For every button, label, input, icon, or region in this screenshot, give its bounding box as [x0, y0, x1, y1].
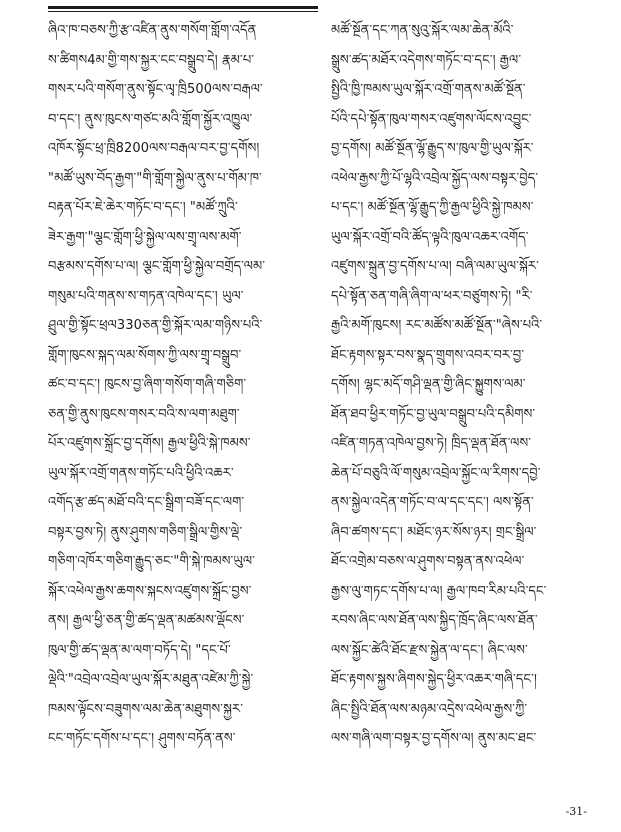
page-number: -31-: [565, 805, 587, 818]
text-line: ནས། རྒྱལ་ཕྱི་ཅན་གྱི་ཚད་ལྡན་མཚམས་ལྡོངས་: [48, 613, 245, 628]
text-line: ཞིང་སྤྱིའི་ཐོན་ལས་མཉམ་འདྲེས་འཕེལ་རྒྱས་ཀྱི་: [331, 701, 528, 717]
text-line: བྱ་དགོས། མཚོ་སྔོན་ལྷོ་རྒྱུད་ས་ཁུལ་གྱི་ཡུལ་སྐོར་: [331, 141, 534, 156]
text-line: པོར་འཛུགས་སྐྲོང་བྱ་དགོས། རྒྱལ་ཕྱིའི་སྐེ་ཁམས་: [48, 436, 251, 451]
text-line: ཐོང་རྟགས་སྐྱས་ཞིགས་སྐྱེད་ཕྱིར་འཆར་གཞི་དང་།: [331, 672, 537, 687]
text-line: ཐོང་འགྲེམ་བཅས་ལ་ཤུགས་བསྟན་ནས་འཕེལ་: [331, 554, 525, 569]
text-line: བསྟར་བྱས་ཏེ། ནུས་ཤུགས་གཅིག་སྒྲིལ་གྱིས་ལྡེ་: [48, 524, 243, 540]
text-line: བརྩམས་དགོས་པ་ལ། ལྕང་གློག་ཕྱི་སྐྱེལ་བགྲོད་ལམ་: [48, 259, 266, 274]
text-line: ལས་སྐྱོང་ཚེའི་ཐོང་རྫས་སྐྱེན་ལ་དང་། ཞིང་ལས་: [331, 642, 528, 658]
text-line: རྒྱའི་མགོ་ཁུངས། རང་མཚོས་མཚོ་སྔོན་"ཞེས་པའི་: [331, 318, 543, 333]
text-line: འཁོར་སྟོང་ཕྲ་ཁྲི8200ལས་བརྒལ་བར་བྱ་དགོས།: [48, 141, 260, 156]
text-line: ཤྲུལ་གྱི་སྟོང་ཕྲལ330ཅན་གྱི་སྐོར་ལམ་གཉིས་པའི་: [48, 318, 263, 333]
text-line: ཐོན་ཐབ་ཕྱིར་གཏོང་བྱ་ཡུལ་བསྒྲུབ་པའི་དམིགས་: [331, 406, 536, 422]
text-line: ངང་གཏོང་དགོས་པ་དང་། ཤུགས་བཏོན་ནས་: [48, 731, 236, 746]
text-line: དགོས། ལྷང་མདོ་གཤི་ལྡན་གྱི་ཞིང་སྐྱུགས་ལམ་: [331, 377, 526, 392]
text-line: གཅིག་འཁོར་གཅིག་རྒྱུད་ཅང་"གི་སྐེ་ཁམས་ཡུལ་: [48, 554, 256, 569]
text-line: རབས་ཞིང་ལས་ཐོན་ལས་སྐྱིད་ཁྲོད་ཞིང་ལས་ཐོན་: [331, 613, 538, 628]
text-line: ས་ཚིགས4མ་གྱི་གས་སྐྱར་ངང་བསྒྲུབ་དེ། རྣམ་པ་: [48, 52, 255, 68]
text-line: གློག་ཁུངས་སྐད་ལམ་སོགས་ཀྱི་ལས་གྲྭ་བསྒྲུབ་: [48, 347, 242, 363]
text-line: གསུམ་པའི་གནས་ས་གཏན་འཁེལ་དང་། ཡུལ་: [48, 288, 244, 304]
text-line: ལས་གཞི་ལག་བསྟར་བྱ་དགོས་ལ། ནུས་མང་ཐང་: [331, 731, 537, 746]
text-line: དཔེ་སྟོན་ཅན་གཞི་ཞིག་ལ་ཕར་བཙུགས་ཏེ། "རི་: [331, 288, 533, 304]
text-line: སྐོར་འཕེལ་རྒྱས་ཆགས་སྐངས་འཛུགས་སྐྲོང་བྱས་: [48, 583, 252, 599]
text-line: བ་དང་། ནུས་ཁུངས་གཙང་མའི་གློག་སྐྱོར་འཁྱུལ་: [48, 111, 253, 127]
text-line: འཛིན་གཏན་འཁེལ་བྱས་ཏེ། ཁྲིད་ལྡན་ཐོན་ལས་: [331, 436, 532, 451]
right-text-column: [331, 16, 589, 754]
text-line: རྒྱས་ལུ་གཏང་དགོས་པ་ལ། རྒྱལ་ཁབ་རིམ་པའི་དང་: [331, 583, 547, 599]
text-line: མཚོ་སྔོན་དང་ཀན་སུའུ་སྐོར་ལམ་ཆེན་མོའི་: [331, 23, 514, 38]
text-line: ལྡེའི་"འབྲེལ་འབྲེལ་ཡུལ་སྐོར་མཐུན་འཛེམ་ཀྱི་སྐྱེ་: [48, 672, 254, 687]
text-line: པོའི་དཔེ་སྟོན་ཁུལ་གསར་འཛུགས་ལོངས་འབྱུང་: [331, 111, 532, 127]
text-line: སྒྲུས་ཚད་མཐོར་འདེགས་གཏོང་བ་དང་། རྒྱལ་: [331, 52, 522, 68]
text-line: འཛུགས་སྐྲུན་བྱ་དགོས་པ་ལ། བཞི་ལམ་ཡུལ་སྐོར་: [331, 259, 539, 274]
text-line: ཡུལ་སྐོར་འགྲོ་གནས་གཏོང་པའི་ཕྱིའི་འཆར་: [48, 465, 234, 481]
text-line: འཕེལ་རྒྱས་ཀྱི་པོ་ལྷའི་འབྲེལ་སྐྱོད་ལས་བསྟར་བྱེད་: [331, 170, 539, 186]
text-line: ཁུལ་གྱི་ཚད་ལྡན་མ་ལག་བཏོད་དེ། "དང་པོ་: [48, 642, 231, 658]
header-rule-thick: [48, 6, 318, 9]
text-line: ཞིའ་ཁ་བཅས་ཀྱི་རྩ་འཛིན་ནུས་གསོག་གློག་འདོན: [48, 23, 257, 38]
text-line: གསར་པའི་གསོག་ནུས་སྟོང་ལྭ་ཁྲི500ལས་བརྒལ་: [48, 82, 263, 97]
text-line: བརྟན་པོར་ཇེ་ཆེར་གཏོང་བ་དང་། "མཚོ་ཀྲུའི་: [48, 200, 238, 215]
text-line: ཆེན་པོ་བཅུའི་ལོ་གསུམ་འབྲེལ་སྐྱོང་ལ་རིགས་དབྱེ་: [331, 465, 541, 481]
text-line: ནས་སྐྱེལ་འདེན་གཏོང་བ་ལ་དང་དང་། ལས་སྟོན་: [331, 495, 534, 510]
text-line: "མཚོ་ཡུས་བོད་རྒྱག་"གི་གློག་སྐྱེལ་ནུས་པ་གོམ་ཁ་: [48, 170, 262, 186]
text-line: ཚང་བ་དང་། ཁུངས་བྱ་ཞིག་གསོག་གཞི་གཅིག་: [48, 377, 247, 392]
text-line: ཡུལ་སྐོར་འགྲོ་བའི་ཚོད་ལྟའི་ཁུལ་འཆར་འགོད་: [331, 229, 529, 245]
text-line: ཞིབ་ཚགས་དང་། མཐོང་ཉར་སོས་ཉར། གྲང་སྒྲིལ་: [331, 524, 537, 540]
text-line: སྤྱིའི་ཁྱི་ཁམས་ཡུལ་སྐོར་འགྲོ་གནས་མཚོ་སྔོན་: [331, 82, 526, 97]
header-rule-thin: [48, 11, 318, 12]
text-line: ཐོང་རྟགས་སྟར་བས་སྣད་གྲུགས་འབར་བར་བྱ་: [331, 347, 525, 363]
text-line: འགོད་རྩ་ཚད་མཐོ་བའི་དང་སྒྲིག་བཟོ་དང་ལག་: [48, 495, 245, 510]
text-line: པ་དང་། མཚོ་སྔོན་ལྷོ་རྒྱུད་ཀྱི་རྒྱལ་ཕྱིའི་སྐྱེ་ཁམས་: [331, 200, 534, 215]
text-line: ཁམས་ལྟོངས་བཟུགས་ལམ་ཆེན་མཐུགས་སྐྱར་: [48, 701, 244, 717]
text-line: ཅན་གྱི་ནུས་ཁུངས་གསར་བའི་ས་ལག་མཐུག་: [48, 406, 240, 422]
left-text-column: [48, 16, 306, 754]
text-line: ཟེར་རྒྱག་"ལྕང་གློག་ཕྱི་སྐྱེལ་ལས་གྲྭ་ལས་མགོ་: [48, 229, 242, 245]
